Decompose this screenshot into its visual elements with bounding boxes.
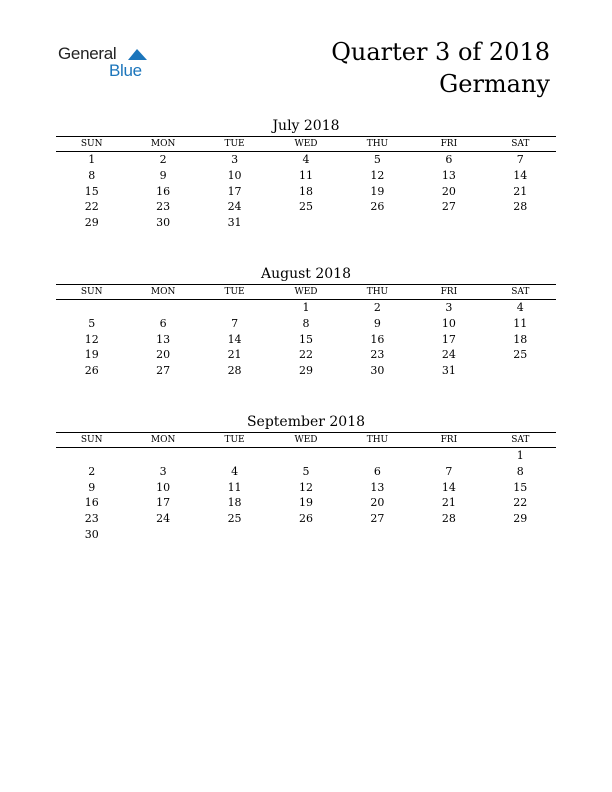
day-cell [413, 215, 484, 231]
day-cell: 19 [298, 496, 313, 510]
day-cell: 17 [441, 332, 456, 346]
day-cell: 30 [84, 527, 99, 541]
day-cell: 22 [84, 200, 99, 214]
day-cell: 30 [156, 216, 171, 230]
day-cell [413, 448, 484, 464]
day-cell: 9 [373, 316, 381, 330]
week-row [56, 168, 556, 184]
day-cell: 11 [513, 316, 528, 330]
day-cell: 4 [516, 301, 524, 314]
day-cell: 15 [84, 184, 99, 198]
week-row [56, 347, 556, 363]
weekday-label: WED [294, 139, 318, 149]
day-cell: 5 [88, 316, 96, 330]
day-cell: 26 [370, 200, 385, 214]
day-cell: 1 [516, 449, 524, 462]
day-cell: 14 [441, 480, 456, 494]
day-cell: 27 [156, 364, 171, 378]
logo-text-general: General [58, 44, 117, 63]
day-cell: 23 [156, 200, 171, 214]
day-cell: 5 [373, 153, 381, 166]
day-cell: 13 [156, 332, 171, 346]
weekday-label: THU [366, 287, 389, 297]
weekday-label: THU [366, 435, 389, 445]
day-cell: 28 [227, 364, 242, 378]
day-cell: 12 [84, 332, 99, 346]
weekday-label: SAT [511, 139, 530, 149]
month-calendar [56, 116, 556, 231]
day-cell: 12 [370, 168, 385, 182]
weekday-label: WED [294, 287, 318, 297]
month-calendar [56, 264, 556, 379]
day-cell: 17 [227, 184, 242, 198]
weekday-label: SUN [80, 287, 103, 297]
day-cell: 1 [88, 153, 96, 166]
day-cell: 19 [370, 184, 385, 198]
day-cell [199, 300, 270, 316]
day-cell: 16 [84, 496, 99, 510]
day-cell: 3 [159, 464, 167, 478]
weekday-label: TUE [224, 435, 245, 445]
day-cell [56, 300, 127, 316]
day-cell: 1 [302, 301, 310, 314]
day-cell [270, 215, 341, 231]
day-cell: 23 [84, 512, 99, 526]
week-row [56, 480, 556, 496]
day-cell: 2 [159, 153, 167, 166]
weekday-label: THU [366, 139, 389, 149]
day-cell: 24 [441, 348, 456, 362]
day-cell: 19 [84, 348, 99, 362]
week-row [56, 448, 556, 464]
day-cell: 25 [513, 348, 528, 362]
weekday-label: SUN [80, 139, 103, 149]
generalblue-logo [58, 44, 158, 80]
day-cell: 22 [298, 348, 313, 362]
day-cell: 29 [298, 364, 313, 378]
day-cell [199, 448, 270, 464]
day-cell: 14 [513, 168, 528, 182]
day-cell: 9 [88, 480, 96, 494]
day-cell [342, 448, 413, 464]
day-cell: 27 [441, 200, 456, 214]
day-cell [342, 215, 413, 231]
week-row [56, 316, 556, 332]
week-row [56, 464, 556, 480]
day-cell: 31 [441, 364, 456, 378]
weekday-label: WED [294, 435, 318, 445]
logo-text-blue: Blue [109, 61, 142, 80]
week-row [56, 495, 556, 511]
day-cell: 18 [298, 184, 313, 198]
day-cell [485, 215, 556, 231]
day-cell: 10 [441, 316, 456, 330]
day-cell: 13 [370, 480, 385, 494]
weekday-label: TUE [224, 139, 245, 149]
logo-triangle-icon [126, 47, 148, 61]
day-cell: 10 [156, 480, 171, 494]
day-cell: 20 [370, 496, 385, 510]
weekday-label: MON [150, 139, 176, 149]
weekday-label: MON [150, 287, 176, 297]
day-cell: 14 [227, 332, 242, 346]
day-cell [199, 527, 270, 543]
day-cell: 30 [370, 364, 385, 378]
week-row [56, 152, 556, 168]
day-cell: 25 [227, 512, 242, 526]
day-cell [270, 527, 341, 543]
page-title [331, 36, 550, 100]
week-row [56, 199, 556, 215]
day-cell: 25 [298, 200, 313, 214]
week-row [56, 300, 556, 316]
weekday-header-row [56, 136, 556, 152]
day-cell: 7 [516, 153, 524, 166]
day-cell: 8 [88, 168, 96, 182]
day-cell: 22 [513, 496, 528, 510]
weekday-label: FRI [440, 287, 458, 297]
day-cell: 21 [441, 496, 456, 510]
month-title: September 2018 [246, 414, 366, 430]
day-cell: 6 [445, 153, 453, 166]
day-cell [485, 363, 556, 379]
day-cell: 7 [231, 316, 239, 330]
day-cell [127, 448, 198, 464]
day-cell: 13 [441, 168, 456, 182]
day-cell: 16 [156, 184, 171, 198]
day-cell: 8 [302, 316, 310, 330]
week-row [56, 527, 556, 543]
day-cell: 3 [445, 301, 453, 314]
day-cell: 10 [227, 168, 242, 182]
day-cell: 31 [227, 216, 242, 230]
day-cell: 21 [513, 184, 528, 198]
month-title: July 2018 [272, 118, 340, 134]
day-cell: 18 [227, 496, 242, 510]
day-cell: 21 [227, 348, 242, 362]
day-cell: 28 [441, 512, 456, 526]
day-cell [127, 300, 198, 316]
day-cell: 15 [298, 332, 313, 346]
weekday-label: FRI [440, 139, 458, 149]
day-cell: 24 [227, 200, 242, 214]
day-cell: 5 [302, 464, 310, 478]
day-cell: 9 [159, 168, 167, 182]
quarter-title: Quarter 3 of 2018 [331, 38, 550, 66]
weekday-label: TUE [224, 287, 245, 297]
day-cell: 20 [441, 184, 456, 198]
day-cell: 24 [156, 512, 171, 526]
day-cell: 15 [513, 480, 528, 494]
day-cell: 27 [370, 512, 385, 526]
day-cell: 3 [231, 153, 239, 166]
day-cell [56, 448, 127, 464]
day-cell: 4 [231, 464, 239, 478]
day-cell [413, 527, 484, 543]
weekday-label: SAT [511, 435, 530, 445]
month-calendar [56, 412, 556, 543]
day-cell: 4 [302, 153, 310, 166]
weekday-label: SAT [511, 287, 530, 297]
day-cell: 6 [159, 316, 167, 330]
day-cell [485, 527, 556, 543]
month-title: August 2018 [261, 266, 351, 282]
day-cell: 6 [373, 464, 381, 478]
day-cell: 2 [88, 464, 96, 478]
weekday-label: FRI [440, 435, 458, 445]
week-row [56, 363, 556, 379]
weekday-header-row [56, 284, 556, 300]
day-cell: 8 [516, 464, 524, 478]
country-title: Germany [439, 70, 550, 98]
day-cell: 26 [298, 512, 313, 526]
day-cell: 16 [370, 332, 385, 346]
week-row [56, 332, 556, 348]
week-row [56, 184, 556, 200]
day-cell: 17 [156, 496, 171, 510]
week-row [56, 511, 556, 527]
day-cell: 12 [298, 480, 313, 494]
day-cell: 29 [84, 216, 99, 230]
weekday-header-row [56, 432, 556, 448]
day-cell: 7 [445, 464, 453, 478]
day-cell: 28 [513, 200, 528, 214]
day-cell: 18 [513, 332, 528, 346]
day-cell: 20 [156, 348, 171, 362]
day-cell [270, 448, 341, 464]
weekday-label: MON [150, 435, 176, 445]
day-cell: 11 [298, 168, 313, 182]
week-row [56, 215, 556, 231]
day-cell [127, 527, 198, 543]
day-cell: 23 [370, 348, 385, 362]
weekday-label: SUN [80, 435, 103, 445]
day-cell: 2 [373, 301, 381, 314]
day-cell [342, 527, 413, 543]
day-cell: 11 [227, 480, 242, 494]
day-cell: 26 [84, 364, 99, 378]
day-cell: 29 [513, 512, 528, 526]
